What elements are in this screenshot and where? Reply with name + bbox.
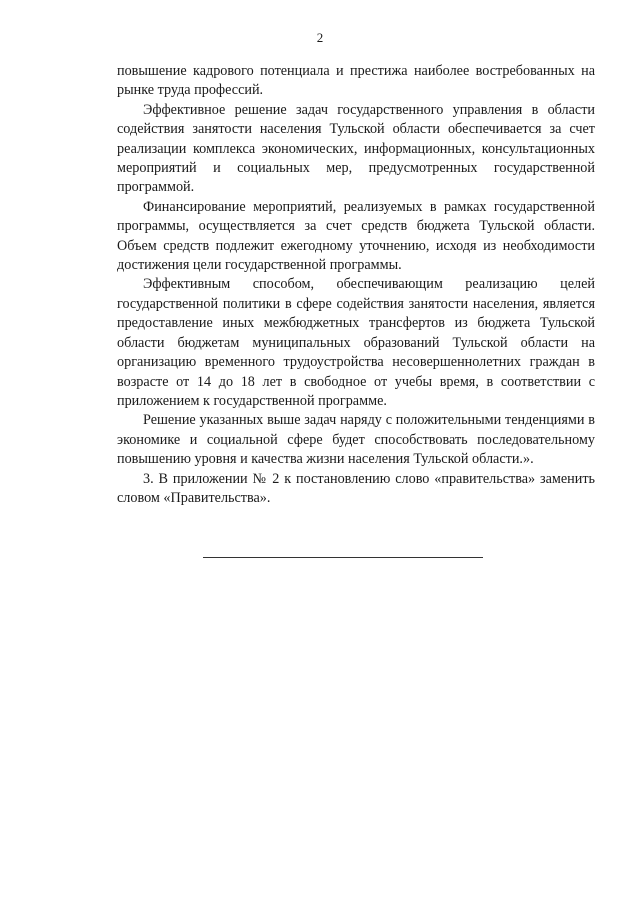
page-number: 2 [316, 30, 324, 45]
closing-separator-line [203, 557, 483, 558]
paragraph-effective-solution: Эффективное решение задач государственного управления в области содействия занятости населения Тульской области обеспечивается за счет реализации комплекса экономических, информационных, консультационных мероприятий и социальных мер, предусмотренных государственной программой. [117, 101, 595, 196]
paragraph-outcome: Решение указанных выше задач наряду с положительными тенденциями в экономике и социальной сфере будет способствовать последовательному повышению уровня и качества жизни населения Тульской области.». [117, 412, 595, 468]
paragraph-item-3: 3. В приложении № 2 к постановлению слово «правительства» заменить словом «Правительства». [117, 470, 595, 506]
paragraph-financing: Финансирование мероприятий, реализуемых в рамках государственной программы, осуществляется за счет средств бюджета Тульской области. Объем средств подлежит ежегодному уточнению, исходя из необходимости достижения цели государственной программы. [117, 198, 595, 274]
paragraph-transfers: Эффективным способом, обеспечивающим реализацию целей государственной политики в сфере содействия занятости населения, является предоставление иных межбюджетных трансфертов из бюджета Тульской области бюджетам муниципальных образований Тульской области на организацию временного трудоустройства несовершеннолетних граждан в возрасте от 14 до 18 лет в свободное от учебы время, в соответствии с приложением к государственной программе. [117, 276, 595, 409]
paragraph-continuation: повышение кадрового потенциала и престижа наиболее востребованных на рынке труда профессий. [117, 63, 595, 99]
document-body [117, 62, 595, 508]
